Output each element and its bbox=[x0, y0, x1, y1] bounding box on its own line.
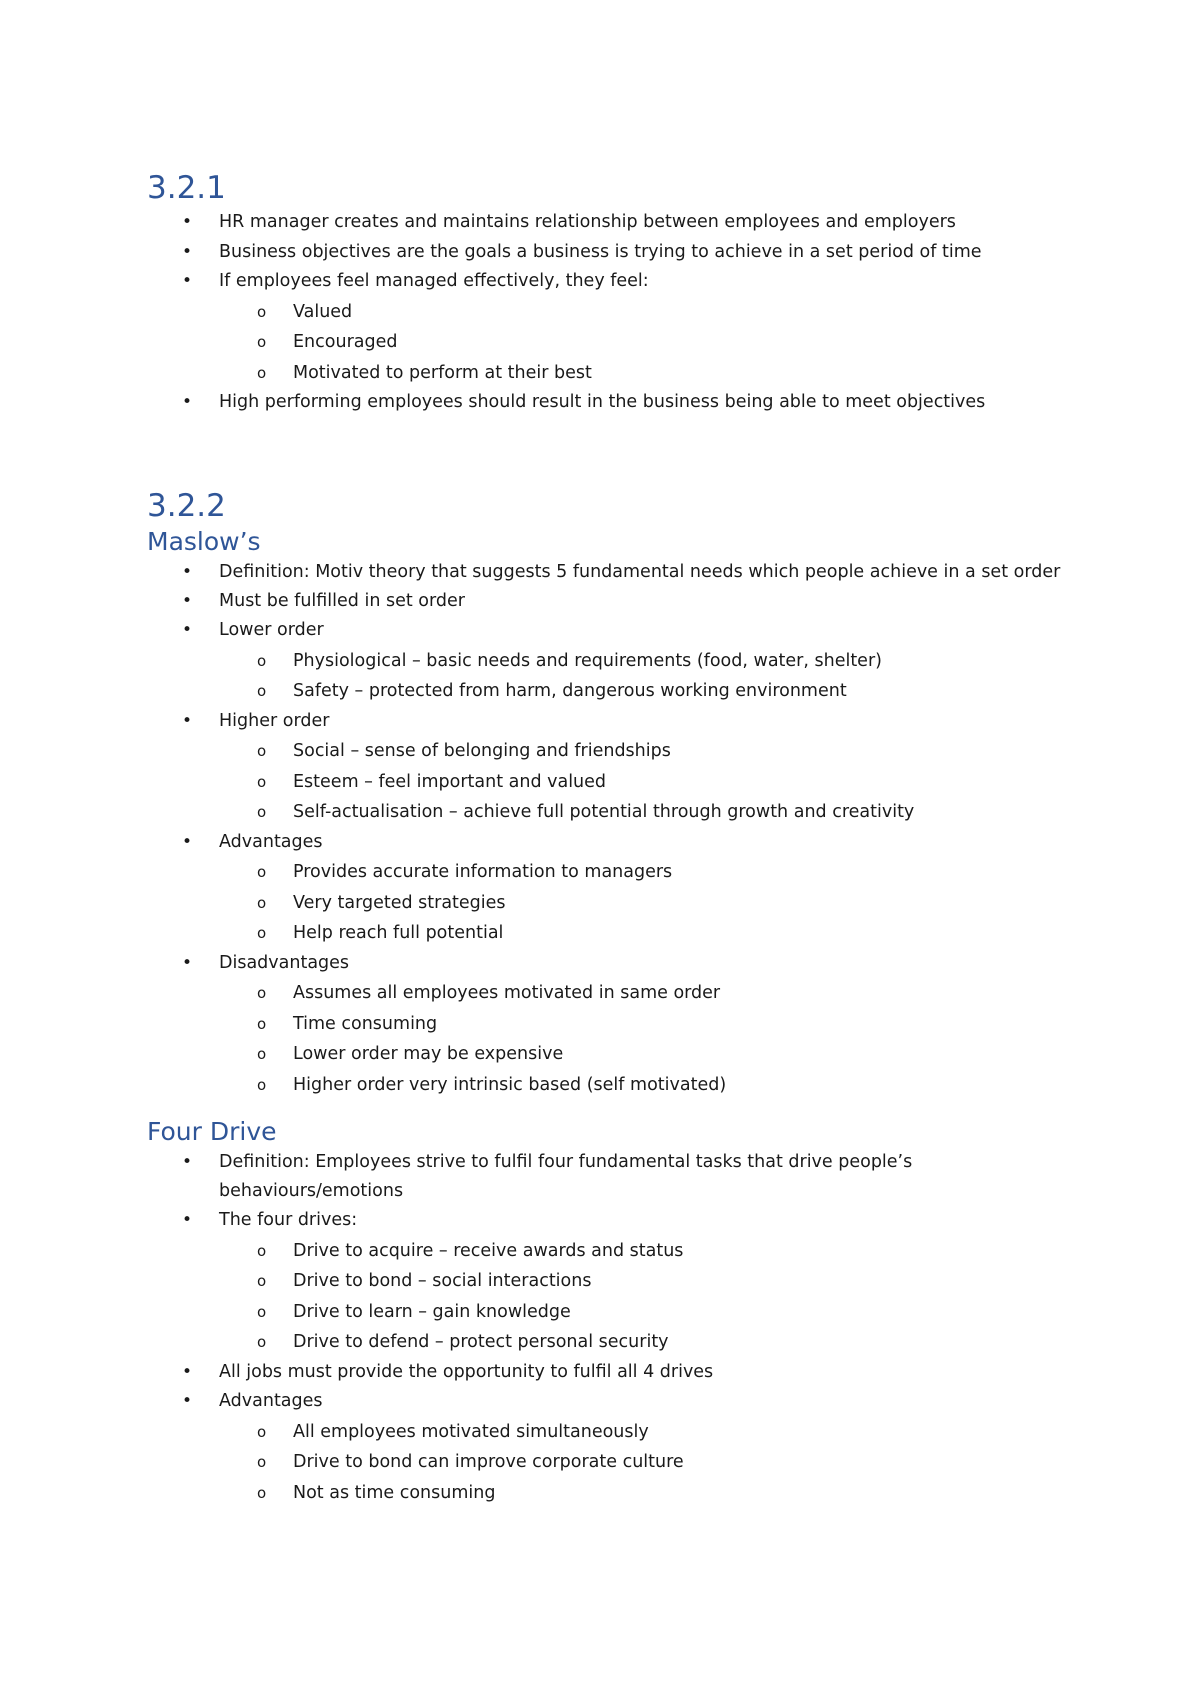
sub-list-item: o Drive to defend – protect personal security bbox=[147, 1327, 1077, 1358]
sub-list-item: o Time consuming bbox=[147, 1009, 1077, 1040]
sub-list-item: o Very targeted strategies bbox=[147, 888, 1077, 919]
list-item: • Must be fulfilled in set order bbox=[147, 587, 1077, 617]
list-item: • Business objectives are the goals a business is trying to achieve in a set period of time bbox=[147, 238, 1077, 268]
section-heading: 3.2.1 bbox=[147, 170, 226, 206]
sub-list-item: o Assumes all employees motivated in same order bbox=[147, 978, 1077, 1009]
list-item: • Advantages bbox=[147, 828, 1077, 858]
list-item: • If employees feel managed effectively, they feel: bbox=[147, 267, 1077, 297]
sub-list-item: o Not as time consuming bbox=[147, 1478, 1077, 1509]
sub-list-item: o Drive to bond can improve corporate culture bbox=[147, 1447, 1077, 1478]
section-3-2-1 bbox=[147, 168, 1077, 418]
bullet-list bbox=[147, 558, 1077, 1101]
sub-list-item: o Lower order may be expensive bbox=[147, 1039, 1077, 1070]
bullet-list bbox=[147, 1148, 1077, 1508]
list-item: • Advantages bbox=[147, 1387, 1077, 1417]
sub-list-item: o Motivated to perform at their best bbox=[147, 358, 1077, 389]
list-item: • High performing employees should result in the business being able to meet objectives bbox=[147, 388, 1077, 418]
bullet-list bbox=[147, 208, 1077, 418]
list-item: • Disadvantages bbox=[147, 949, 1077, 979]
list-item: • Definition: Employees strive to fulfil four fundamental tasks that drive people’s behaviours/emotions bbox=[147, 1148, 1077, 1206]
section-heading: 3.2.2 bbox=[147, 487, 226, 524]
sub-list-item: o Help reach full potential bbox=[147, 918, 1077, 949]
list-item: • Higher order bbox=[147, 707, 1077, 737]
list-item: • Lower order bbox=[147, 616, 1077, 646]
subsection-heading-maslow: Maslow’s bbox=[147, 526, 261, 556]
subsection-heading-four-drive: Four Drive bbox=[147, 1117, 277, 1146]
sub-list-item: o Higher order very intrinsic based (self motivated) bbox=[147, 1070, 1077, 1101]
document-content bbox=[147, 168, 1077, 1508]
sub-list-item: o Drive to bond – social interactions bbox=[147, 1266, 1077, 1297]
sub-list-item: o All employees motivated simultaneously bbox=[147, 1417, 1077, 1448]
sub-list-item: o Valued bbox=[147, 297, 1077, 328]
sub-list-item: o Safety – protected from harm, dangerous working environment bbox=[147, 676, 1077, 707]
sub-list-item: o Provides accurate information to managers bbox=[147, 857, 1077, 888]
list-item: • Definition: Motiv theory that suggests 5 fundamental needs which people achieve in a set order bbox=[147, 558, 1077, 587]
sub-list-item: o Esteem – feel important and valued bbox=[147, 767, 1077, 798]
sub-list-item: o Drive to acquire – receive awards and status bbox=[147, 1236, 1077, 1267]
section-3-2-2 bbox=[147, 486, 1077, 1509]
sub-list-item: o Drive to learn – gain knowledge bbox=[147, 1297, 1077, 1328]
list-item: • HR manager creates and maintains relationship between employees and employers bbox=[147, 208, 1077, 238]
sub-list-item: o Encouraged bbox=[147, 327, 1077, 358]
list-item: • The four drives: bbox=[147, 1206, 1077, 1236]
list-item: • All jobs must provide the opportunity to fulfil all 4 drives bbox=[147, 1358, 1077, 1388]
sub-list-item: o Self-actualisation – achieve full potential through growth and creativity bbox=[147, 797, 1077, 828]
sub-list-item: o Physiological – basic needs and requirements (food, water, shelter) bbox=[147, 646, 1077, 677]
sub-list-item: o Social – sense of belonging and friendships bbox=[147, 736, 1077, 767]
